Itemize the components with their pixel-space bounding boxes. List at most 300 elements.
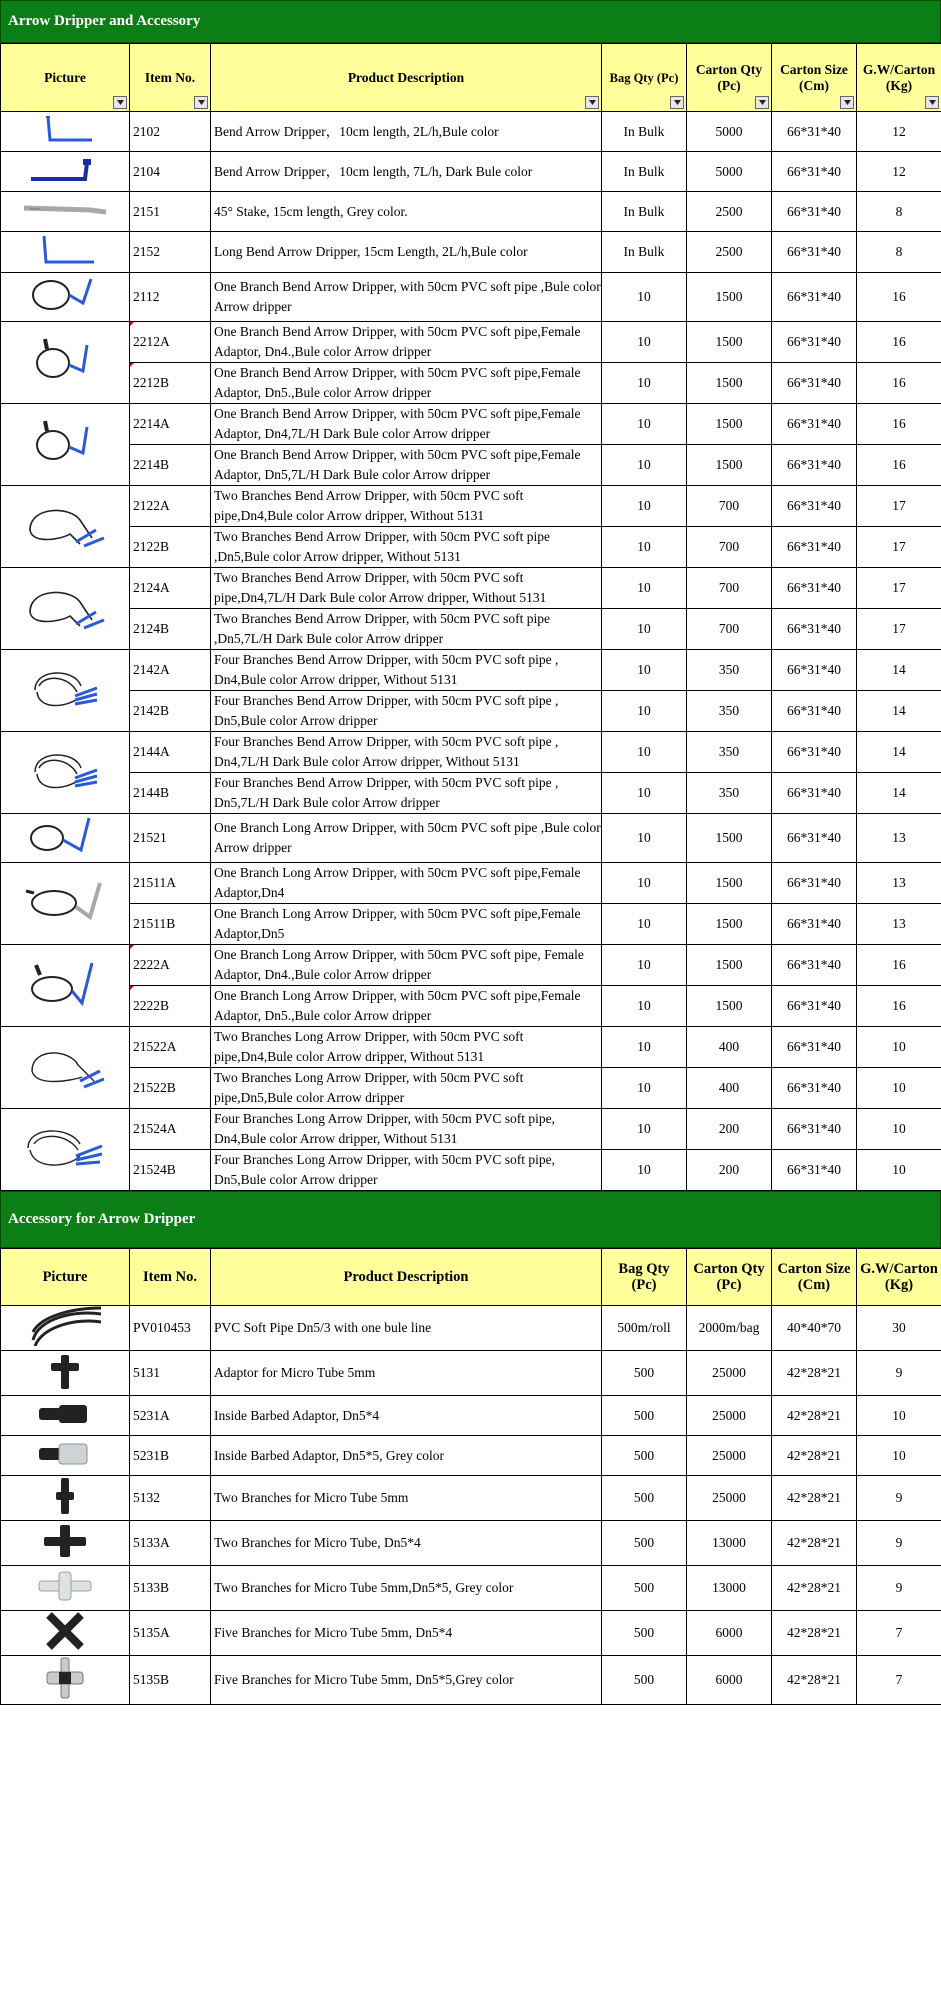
gw-cell[interactable]: 12 <box>857 152 941 192</box>
description-cell[interactable]: Four Branches Long Arrow Dripper, with 50cm PVC soft pipe, Dn5,Bule color Arrow dripper <box>211 1150 602 1191</box>
table-row <box>1 1476 941 1521</box>
item-no-cell[interactable]: 2212B <box>130 363 211 404</box>
grey-barbed-adaptor-icon <box>35 1457 95 1472</box>
item-no-cell[interactable]: 21521 <box>130 814 211 863</box>
picture-cell <box>1 1521 130 1566</box>
table-row <box>1 112 941 152</box>
item-no-cell[interactable]: 2142B <box>130 691 211 732</box>
bag-qty-cell[interactable]: 10 <box>602 568 687 609</box>
table-row <box>1 1396 941 1436</box>
description-cell[interactable]: Inside Barbed Adaptor, Dn5*4 <box>211 1396 602 1436</box>
carton-size-cell[interactable]: 66*31*40 <box>772 1150 857 1191</box>
carton-qty-cell[interactable]: 700 <box>687 609 772 650</box>
gw-cell[interactable]: 16 <box>857 445 941 486</box>
bag-qty-cell[interactable]: 10 <box>602 814 687 863</box>
bend-dripper-darkblue-icon <box>25 175 105 190</box>
gw-cell[interactable]: 9 <box>857 1476 941 1521</box>
carton-size-cell[interactable]: 66*31*40 <box>772 773 857 814</box>
tee-connector-icon <box>40 1549 90 1564</box>
description-cell[interactable]: Four Branches Bend Arrow Dripper, with 50cm PVC soft pipe , Dn5,Bule color Arrow dripper <box>211 691 602 732</box>
bag-qty-cell[interactable]: 10 <box>602 1109 687 1150</box>
carton-size-cell[interactable]: 66*31*40 <box>772 814 857 863</box>
carton-size-cell[interactable]: 66*31*40 <box>772 732 857 773</box>
carton-size-cell[interactable]: 42*28*21 <box>772 1611 857 1656</box>
bag-qty-cell[interactable]: 10 <box>602 363 687 404</box>
gw-cell[interactable]: 17 <box>857 527 941 568</box>
gw-cell[interactable]: 13 <box>857 814 941 863</box>
grey-tee-connector-icon <box>35 1594 95 1609</box>
carton-qty-cell[interactable]: 700 <box>687 527 772 568</box>
gw-cell[interactable]: 10 <box>857 1150 941 1191</box>
table-row <box>1 445 941 486</box>
picture-cell <box>1 322 130 404</box>
carton-size-cell[interactable]: 66*31*40 <box>772 192 857 232</box>
table-row <box>1 568 941 609</box>
carton-size-cell[interactable]: 42*28*21 <box>772 1521 857 1566</box>
carton-qty-cell[interactable]: 700 <box>687 568 772 609</box>
bag-qty-cell[interactable]: 10 <box>602 773 687 814</box>
description-cell[interactable]: Two Branches for Micro Tube 5mm,Dn5*5, Grey color <box>211 1566 602 1611</box>
carton-qty-cell[interactable]: 2500 <box>687 232 772 273</box>
picture-cell <box>1 568 130 650</box>
bag-qty-cell[interactable]: 10 <box>602 986 687 1027</box>
one-branch-adaptor-dripper-icon <box>25 457 105 472</box>
bag-qty-cell[interactable]: 10 <box>602 691 687 732</box>
bag-qty-cell[interactable]: 10 <box>602 486 687 527</box>
description-cell[interactable]: One Branch Bend Arrow Dripper, with 50cm PVC soft pipe,Female Adaptor, Dn4.,Bule color Arrow dripper <box>211 322 602 363</box>
filter-dropdown-icon[interactable] <box>755 96 769 109</box>
item-no-cell[interactable]: PV010453 <box>130 1306 211 1351</box>
item-no-cell[interactable]: 2144B <box>130 773 211 814</box>
col-header-description: Product Description <box>211 1249 602 1306</box>
carton-qty-cell[interactable]: 5000 <box>687 112 772 152</box>
two-branch-dripper-icon <box>20 538 110 553</box>
description-cell[interactable]: One Branch Long Arrow Dripper, with 50cm PVC soft pipe,Female Adaptor,Dn4 <box>211 863 602 904</box>
bag-qty-cell[interactable]: 10 <box>602 404 687 445</box>
table-row <box>1 1611 941 1656</box>
gw-cell[interactable]: 16 <box>857 404 941 445</box>
carton-size-cell[interactable]: 66*31*40 <box>772 404 857 445</box>
one-branch-stake-icon <box>20 915 110 930</box>
carton-size-cell[interactable]: 66*31*40 <box>772 1109 857 1150</box>
carton-size-cell[interactable]: 66*31*40 <box>772 232 857 273</box>
grey-five-branch-connector-icon <box>43 1688 87 1703</box>
table-row <box>1 1109 941 1150</box>
table-row <box>1 1150 941 1191</box>
table-row <box>1 904 941 945</box>
description-cell[interactable]: One Branch Bend Arrow Dripper, with 50cm PVC soft pipe ,Bule color Arrow dripper <box>211 273 602 322</box>
gw-cell[interactable]: 17 <box>857 568 941 609</box>
long-bend-dripper-icon <box>30 256 100 271</box>
carton-size-cell[interactable]: 66*31*40 <box>772 691 857 732</box>
item-no-cell[interactable]: 5135A <box>130 1611 211 1656</box>
carton-size-cell[interactable]: 66*31*40 <box>772 650 857 691</box>
description-cell[interactable]: Two Branches for Micro Tube, Dn5*4 <box>211 1521 602 1566</box>
item-no-cell[interactable]: 2151 <box>130 192 211 232</box>
carton-size-cell[interactable]: 40*40*70 <box>772 1306 857 1351</box>
grey-stake-icon <box>20 208 110 223</box>
carton-qty-cell[interactable]: 5000 <box>687 152 772 192</box>
table-row <box>1 1306 941 1351</box>
carton-size-cell[interactable]: 66*31*40 <box>772 363 857 404</box>
gw-cell[interactable]: 9 <box>857 1351 941 1396</box>
carton-qty-cell[interactable]: 2000m/bag <box>687 1306 772 1351</box>
carton-qty-cell[interactable]: 400 <box>687 1068 772 1109</box>
description-cell[interactable]: Two Branches for Micro Tube 5mm <box>211 1476 602 1521</box>
item-no-cell[interactable]: 2222A <box>130 945 211 986</box>
item-no-cell[interactable]: 2124A <box>130 568 211 609</box>
description-cell[interactable]: One Branch Bend Arrow Dripper, with 50cm PVC soft pipe,Female Adaptor, Dn5.,Bule color Arrow dripper <box>211 363 602 404</box>
description-cell[interactable]: Two Branches Bend Arrow Dripper, with 50cm PVC soft pipe,Dn4,Bule color Arrow dripper, Without 5131 <box>211 486 602 527</box>
description-cell[interactable]: Two Branches Long Arrow Dripper, with 50cm PVC soft pipe,Dn5,Bule color Arrow dripper <box>211 1068 602 1109</box>
item-no-cell[interactable]: 2122A <box>130 486 211 527</box>
bag-qty-cell[interactable]: 10 <box>602 445 687 486</box>
description-cell[interactable]: Inside Barbed Adaptor, Dn5*5, Grey color <box>211 1436 602 1476</box>
picture-cell <box>1 1656 130 1705</box>
picture-cell <box>1 1566 130 1611</box>
gw-cell[interactable]: 7 <box>857 1611 941 1656</box>
bag-qty-cell[interactable]: 500 <box>602 1611 687 1656</box>
carton-size-cell[interactable]: 42*28*21 <box>772 1396 857 1436</box>
carton-size-cell[interactable]: 42*28*21 <box>772 1566 857 1611</box>
bag-qty-cell[interactable]: 10 <box>602 1027 687 1068</box>
carton-qty-cell[interactable]: 350 <box>687 732 772 773</box>
carton-qty-cell[interactable]: 6000 <box>687 1656 772 1705</box>
carton-size-cell[interactable]: 66*31*40 <box>772 152 857 192</box>
description-cell[interactable]: Four Branches Long Arrow Dripper, with 50cm PVC soft pipe, Dn4,Bule color Arrow dripper, Without 5131 <box>211 1109 602 1150</box>
table-row <box>1 1068 941 1109</box>
gw-cell[interactable]: 16 <box>857 322 941 363</box>
item-no-cell[interactable]: 2152 <box>130 232 211 273</box>
gw-cell[interactable]: 14 <box>857 773 941 814</box>
carton-size-cell[interactable]: 66*31*40 <box>772 904 857 945</box>
four-branch-long-dripper-icon <box>20 1162 110 1177</box>
table-row <box>1 322 941 363</box>
item-no-cell[interactable]: 2124B <box>130 609 211 650</box>
gw-cell[interactable]: 16 <box>857 273 941 322</box>
table-row <box>1 773 941 814</box>
description-cell[interactable]: Two Branches Bend Arrow Dripper, with 50cm PVC soft pipe,Dn4,7L/H Dark Bule color Arrow dripper, Without 5131 <box>211 568 602 609</box>
description-cell[interactable]: Adaptor for Micro Tube 5mm <box>211 1351 602 1396</box>
bag-qty-cell[interactable]: 500 <box>602 1656 687 1705</box>
item-no-cell[interactable]: 21511B <box>130 904 211 945</box>
table-row <box>1 363 941 404</box>
item-no-cell[interactable]: 5131 <box>130 1351 211 1396</box>
five-branch-connector-icon <box>43 1639 87 1654</box>
four-branch-dripper-icon <box>25 702 105 717</box>
table-row <box>1 1656 941 1705</box>
bag-qty-cell[interactable]: 500 <box>602 1396 687 1436</box>
description-cell[interactable]: Two Branches Bend Arrow Dripper, with 50cm PVC soft pipe ,Dn5,7L/H Dark Bule color Arrow dripper <box>211 609 602 650</box>
table-row <box>1 1351 941 1396</box>
carton-qty-cell[interactable]: 13000 <box>687 1566 772 1611</box>
picture-cell <box>1 1476 130 1521</box>
gw-cell[interactable]: 16 <box>857 363 941 404</box>
description-cell[interactable]: Five Branches for Micro Tube 5mm, Dn5*5,Grey color <box>211 1656 602 1705</box>
col-header-carton-size: Carton Size (Cm) <box>772 1249 857 1306</box>
filter-dropdown-icon[interactable] <box>925 96 939 109</box>
description-cell[interactable]: Two Branches Long Arrow Dripper, with 50cm PVC soft pipe,Dn4,Bule color Arrow dripper, Without 5131 <box>211 1027 602 1068</box>
col-header-item-no: Item No. <box>130 44 211 112</box>
bag-qty-cell[interactable]: In Bulk <box>602 192 687 232</box>
carton-size-cell[interactable]: 66*31*40 <box>772 568 857 609</box>
item-no-cell[interactable]: 21524A <box>130 1109 211 1150</box>
one-branch-adaptor-dripper-icon <box>25 375 105 390</box>
gw-cell[interactable]: 14 <box>857 732 941 773</box>
col-header-bag-qty: Bag Qty (Pc) <box>602 1249 687 1306</box>
item-no-cell[interactable]: 21522A <box>130 1027 211 1068</box>
col-header-carton-qty: Carton Qty (Pc) <box>687 1249 772 1306</box>
description-cell[interactable]: Five Branches for Micro Tube 5mm, Dn5*4 <box>211 1611 602 1656</box>
bag-qty-cell[interactable]: 500 <box>602 1476 687 1521</box>
carton-size-cell[interactable]: 42*28*21 <box>772 1351 857 1396</box>
carton-qty-cell[interactable]: 1500 <box>687 363 772 404</box>
col-header-gw: G.W/Carton (Kg) <box>857 44 941 112</box>
carton-qty-cell[interactable]: 1500 <box>687 322 772 363</box>
gw-cell[interactable]: 9 <box>857 1521 941 1566</box>
table-row <box>1 152 941 192</box>
carton-size-cell[interactable]: 66*31*40 <box>772 945 857 986</box>
description-cell[interactable]: Bend Arrow Dripper，10cm length, 7L/h, Dark Bule color <box>211 152 602 192</box>
bag-qty-cell[interactable]: 10 <box>602 945 687 986</box>
carton-qty-cell[interactable]: 350 <box>687 650 772 691</box>
one-branch-long-adaptor-icon <box>20 999 110 1014</box>
carton-size-cell[interactable]: 66*31*40 <box>772 1027 857 1068</box>
bag-qty-cell[interactable]: 10 <box>602 527 687 568</box>
gw-cell[interactable]: 14 <box>857 650 941 691</box>
item-no-cell[interactable]: 2222B <box>130 986 211 1027</box>
description-cell[interactable]: One Branch Bend Arrow Dripper, with 50cm PVC soft pipe,Female Adaptor, Dn5,7L/H Dark Bule color Arrow dripper <box>211 445 602 486</box>
description-cell[interactable]: PVC Soft Pipe Dn5/3 with one bule line <box>211 1306 602 1351</box>
carton-qty-cell[interactable]: 1500 <box>687 404 772 445</box>
description-cell[interactable]: Four Branches Bend Arrow Dripper, with 50cm PVC soft pipe , Dn4,Bule color Arrow dripper, Without 5131 <box>211 650 602 691</box>
carton-qty-cell[interactable]: 1500 <box>687 445 772 486</box>
bag-qty-cell[interactable]: 10 <box>602 863 687 904</box>
carton-qty-cell[interactable]: 1500 <box>687 814 772 863</box>
carton-qty-cell[interactable]: 1500 <box>687 273 772 322</box>
bag-qty-cell[interactable]: 10 <box>602 904 687 945</box>
gw-cell[interactable]: 17 <box>857 609 941 650</box>
picture-cell <box>1 486 130 568</box>
carton-qty-cell[interactable]: 1500 <box>687 904 772 945</box>
carton-size-cell[interactable]: 42*28*21 <box>772 1436 857 1476</box>
filter-dropdown-icon[interactable] <box>840 96 854 109</box>
gw-cell[interactable]: 10 <box>857 1068 941 1109</box>
carton-qty-cell[interactable]: 1500 <box>687 863 772 904</box>
section-title-arrow-dripper: Arrow Dripper and Accessory <box>0 0 941 43</box>
carton-qty-cell[interactable]: 200 <box>687 1109 772 1150</box>
picture-cell <box>1 152 130 192</box>
table-row <box>1 273 941 322</box>
col-header-picture: Picture <box>1 44 130 112</box>
accessory-table <box>0 1248 941 1705</box>
description-cell[interactable]: One Branch Long Arrow Dripper, with 50cm PVC soft pipe,Female Adaptor,Dn5 <box>211 904 602 945</box>
col-header-item-no: Item No. <box>130 1249 211 1306</box>
carton-qty-cell[interactable]: 1500 <box>687 986 772 1027</box>
description-cell[interactable]: Four Branches Bend Arrow Dripper, with 50cm PVC soft pipe , Dn4,7L/H Dark Bule color Arrow dripper, Without 5131 <box>211 732 602 773</box>
bag-qty-cell[interactable]: 10 <box>602 1150 687 1191</box>
carton-qty-cell[interactable]: 25000 <box>687 1436 772 1476</box>
two-branch-connector-icon <box>45 1504 85 1519</box>
gw-cell[interactable]: 14 <box>857 691 941 732</box>
table-row <box>1 1566 941 1611</box>
bag-qty-cell[interactable]: 10 <box>602 322 687 363</box>
carton-size-cell[interactable]: 66*31*40 <box>772 112 857 152</box>
section-title-accessory: Accessory for Arrow Dripper <box>0 1191 941 1248</box>
bag-qty-cell[interactable]: In Bulk <box>602 112 687 152</box>
gw-cell[interactable]: 10 <box>857 1109 941 1150</box>
table-row <box>1 1521 941 1566</box>
gw-cell[interactable]: 12 <box>857 112 941 152</box>
description-cell[interactable]: 45° Stake, 15cm length, Grey color. <box>211 192 602 232</box>
bag-qty-cell[interactable]: In Bulk <box>602 232 687 273</box>
col-header-carton-qty: Carton Qty (Pc) <box>687 44 772 112</box>
table-row <box>1 986 941 1027</box>
table-row <box>1 192 941 232</box>
gw-cell[interactable]: 8 <box>857 232 941 273</box>
carton-size-cell[interactable]: 66*31*40 <box>772 609 857 650</box>
gw-cell[interactable]: 13 <box>857 904 941 945</box>
bag-qty-cell[interactable]: In Bulk <box>602 152 687 192</box>
carton-size-cell[interactable]: 66*31*40 <box>772 986 857 1027</box>
bag-qty-cell[interactable]: 500 <box>602 1566 687 1611</box>
item-no-cell[interactable]: 21511A <box>130 863 211 904</box>
header-row <box>1 44 941 112</box>
item-no-cell[interactable]: 2214B <box>130 445 211 486</box>
filter-dropdown-icon[interactable] <box>113 96 127 109</box>
description-cell[interactable]: One Branch Long Arrow Dripper, with 50cm PVC soft pipe ,Bule color Arrow dripper <box>211 814 602 863</box>
description-cell[interactable]: One Branch Long Arrow Dripper, with 50cm PVC soft pipe, Female Adaptor, Dn4.,Bule color Arrow dripper <box>211 945 602 986</box>
table-row <box>1 486 941 527</box>
description-cell[interactable]: One Branch Long Arrow Dripper, with 50cm PVC soft pipe,Female Adaptor, Dn5.,Bule color Arrow dripper <box>211 986 602 1027</box>
gw-cell[interactable]: 9 <box>857 1566 941 1611</box>
carton-qty-cell[interactable]: 25000 <box>687 1476 772 1521</box>
bag-qty-cell[interactable]: 500 <box>602 1436 687 1476</box>
picture-cell <box>1 1351 130 1396</box>
carton-qty-cell[interactable]: 400 <box>687 1027 772 1068</box>
picture-cell <box>1 863 130 945</box>
col-header-bag-qty: Bag Qty (Pc) <box>602 44 687 112</box>
bag-qty-cell[interactable]: 500 <box>602 1351 687 1396</box>
carton-size-cell[interactable]: 66*31*40 <box>772 445 857 486</box>
carton-qty-cell[interactable]: 350 <box>687 773 772 814</box>
picture-cell <box>1 732 130 814</box>
gw-cell[interactable]: 16 <box>857 945 941 986</box>
item-no-cell[interactable]: 21524B <box>130 1150 211 1191</box>
item-no-cell[interactable]: 2212A <box>130 322 211 363</box>
gw-cell[interactable]: 8 <box>857 192 941 232</box>
description-cell[interactable]: Long Bend Arrow Dripper, 15cm Length, 2L/h,Bule color <box>211 232 602 273</box>
gw-cell[interactable]: 7 <box>857 1656 941 1705</box>
carton-size-cell[interactable]: 42*28*21 <box>772 1476 857 1521</box>
table-row <box>1 732 941 773</box>
picture-cell <box>1 273 130 322</box>
picture-cell <box>1 1436 130 1476</box>
carton-qty-cell[interactable]: 2500 <box>687 192 772 232</box>
col-header-picture: Picture <box>1 1249 130 1306</box>
table-row <box>1 1436 941 1476</box>
carton-qty-cell[interactable]: 700 <box>687 486 772 527</box>
gw-cell[interactable]: 16 <box>857 986 941 1027</box>
bag-qty-cell[interactable]: 500 <box>602 1521 687 1566</box>
bag-qty-cell[interactable]: 10 <box>602 1068 687 1109</box>
table-row <box>1 609 941 650</box>
carton-size-cell[interactable]: 66*31*40 <box>772 527 857 568</box>
col-header-carton-size: Carton Size (Cm) <box>772 44 857 112</box>
item-no-cell[interactable]: 2102 <box>130 112 211 152</box>
bag-qty-cell[interactable]: 10 <box>602 609 687 650</box>
item-no-cell[interactable]: 5231A <box>130 1396 211 1436</box>
item-no-cell[interactable]: 5133B <box>130 1566 211 1611</box>
carton-size-cell[interactable]: 66*31*40 <box>772 1068 857 1109</box>
item-no-cell[interactable]: 2104 <box>130 152 211 192</box>
carton-qty-cell[interactable]: 350 <box>687 691 772 732</box>
picture-cell <box>1 404 130 486</box>
item-no-cell[interactable]: 5133A <box>130 1521 211 1566</box>
item-no-cell[interactable]: 2122B <box>130 527 211 568</box>
table-row <box>1 863 941 904</box>
description-cell[interactable]: Four Branches Bend Arrow Dripper, with 50cm PVC soft pipe , Dn5,7L/H Dark Bule color Arrow dripper <box>211 773 602 814</box>
carton-qty-cell[interactable]: 200 <box>687 1150 772 1191</box>
bag-qty-cell[interactable]: 10 <box>602 650 687 691</box>
carton-qty-cell[interactable]: 1500 <box>687 945 772 986</box>
filter-dropdown-icon[interactable] <box>585 96 599 109</box>
bag-qty-cell[interactable]: 500m/roll <box>602 1306 687 1351</box>
description-cell[interactable]: One Branch Bend Arrow Dripper, with 50cm PVC soft pipe,Female Adaptor, Dn4,7L/H Dark Bule color Arrow dripper <box>211 404 602 445</box>
item-no-cell[interactable]: 5132 <box>130 1476 211 1521</box>
gw-cell[interactable]: 10 <box>857 1027 941 1068</box>
item-no-cell[interactable]: 5231B <box>130 1436 211 1476</box>
carton-size-cell[interactable]: 66*31*40 <box>772 273 857 322</box>
carton-size-cell[interactable]: 66*31*40 <box>772 486 857 527</box>
item-no-cell[interactable]: 5135B <box>130 1656 211 1705</box>
gw-cell[interactable]: 10 <box>857 1396 941 1436</box>
gw-cell[interactable]: 17 <box>857 486 941 527</box>
table-row <box>1 232 941 273</box>
pvc-pipe-icon <box>25 1334 105 1349</box>
gw-cell[interactable]: 10 <box>857 1436 941 1476</box>
gw-cell[interactable]: 30 <box>857 1306 941 1351</box>
picture-cell <box>1 945 130 1027</box>
gw-cell[interactable]: 13 <box>857 863 941 904</box>
item-no-cell[interactable]: 2112 <box>130 273 211 322</box>
one-branch-long-dripper-icon <box>25 846 105 861</box>
item-no-cell[interactable]: 2142A <box>130 650 211 691</box>
carton-qty-cell[interactable]: 25000 <box>687 1396 772 1436</box>
table-row <box>1 527 941 568</box>
description-cell[interactable]: Bend Arrow Dripper，10cm length, 2L/h,Bule color <box>211 112 602 152</box>
filter-dropdown-icon[interactable] <box>194 96 208 109</box>
table-row <box>1 691 941 732</box>
carton-qty-cell[interactable]: 25000 <box>687 1351 772 1396</box>
table-row <box>1 945 941 986</box>
carton-qty-cell[interactable]: 6000 <box>687 1611 772 1656</box>
item-no-cell[interactable]: 2144A <box>130 732 211 773</box>
item-no-cell[interactable]: 21522B <box>130 1068 211 1109</box>
adaptor-icon <box>45 1379 85 1394</box>
carton-size-cell[interactable]: 66*31*40 <box>772 863 857 904</box>
bag-qty-cell[interactable]: 10 <box>602 732 687 773</box>
col-header-gw: G.W/Carton (Kg) <box>857 1249 941 1306</box>
bag-qty-cell[interactable]: 10 <box>602 273 687 322</box>
carton-qty-cell[interactable]: 13000 <box>687 1521 772 1566</box>
description-cell[interactable]: Two Branches Bend Arrow Dripper, with 50cm PVC soft pipe ,Dn5,Bule color Arrow dripper, Without 5131 <box>211 527 602 568</box>
filter-dropdown-icon[interactable] <box>670 96 684 109</box>
item-no-cell[interactable]: 2214A <box>130 404 211 445</box>
carton-size-cell[interactable]: 66*31*40 <box>772 322 857 363</box>
carton-size-cell[interactable]: 42*28*21 <box>772 1656 857 1705</box>
col-header-description: Product Description <box>211 44 602 112</box>
